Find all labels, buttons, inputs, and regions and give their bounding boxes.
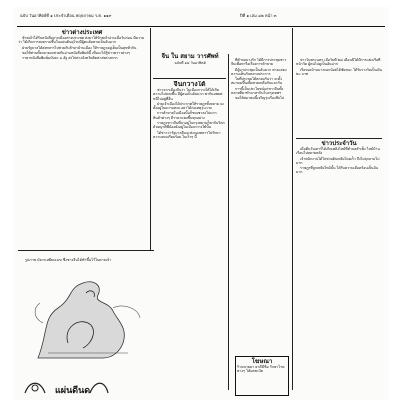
section-rule [296, 138, 382, 139]
section-rule [18, 250, 154, 251]
masthead-rule [153, 78, 226, 79]
paragraph: ข้าพเจ้าได้รับหนังสือจากเมืองต่างประเทศ ส่งมาให้ข้าพเจ้าอ่านเมื่อวันก่อน มีความว่า ได้เกิดการสงครามขึ้นในแผ่นดินยุโรปมีผู้คนล้มตายเป็นอันมาก [18, 36, 145, 45]
paragraph: ข่าวในพระนคร เมื่อวันที่ ๒๘ เดือนนี้ได้มีการแข่งเรือที่หน้าวัด ผู้คนไปดูเป็นอันมาก [296, 58, 381, 67]
col4-heading: ข่าวประจำวัน [321, 140, 357, 147]
footer-title: แผ่นดีนด [55, 386, 91, 396]
paragraph: ขอให้ท่านทั้งหลายจงช่วยกันอ่านหนังสือพิมพ์นี้ เพื่อจะได้รู้ข่าวคราวต่างๆ [22, 50, 130, 55]
page-header [18, 9, 384, 23]
column-divider [292, 28, 293, 390]
advert-box [235, 356, 289, 396]
dragon-illustration [28, 273, 148, 363]
paragraph: ราษฎรที่ถูกเพลิงไหม้นั้น ได้รับความเดือดร้อนเป็นอันมาก [296, 166, 378, 175]
paragraph: ฝ่ายเจ้าเมืองได้ประกาศให้ราษฎรทั้งหลาย จงตั้งอยู่ในความสงบ อย่าได้ก่อเหตุวุ่นวาย [153, 101, 224, 111]
column-4-bottom [296, 140, 382, 385]
header-right: ปีที่ ๑ เล่ม ๔๒ หน้า ๓ [240, 13, 277, 18]
paragraph: ในที่ประชุมได้ตกลงกันว่า จะตั้งสมาคมขึ้นเพื่อช่วยเหลือกันและกัน [231, 77, 283, 86]
paragraph: มีผู้มาประชุมเป็นอันมาก ต่างแสดงความเห็นกันหลายประการ [231, 67, 287, 76]
masthead [153, 53, 227, 75]
col2-heading: จีนกวางใต้ [173, 81, 206, 88]
paragraph: เรือของบ้านบางกอกน้อยได้ชัยชนะ ได้รับรางวัลเป็นเงิน ๒๐ บาท [296, 67, 382, 76]
paragraph: ขอให้สมาคมนี้เจริญรุ่งเรืองสืบไป [235, 96, 284, 101]
column-1-top [18, 29, 146, 249]
masthead-subtitle: ฉบับที่ ๑๔ วันอาทิตย์ [174, 61, 206, 65]
paragraph: ราษฎรชาวจีนที่มาอยู่ในกรุงสยามก็พากันวิตก ด้วยญาติพี่น้องยังอยู่ในเมืองกวางใต้นั้น [153, 121, 225, 130]
paragraph: ข่าวจากเมืองจีนว่า ในเมืองกวางใต้ได้เกิดความไม่สงบขึ้น มีผู้คนเป็นอันมาก พากันอพยพหนีไปอยู่ที่อื่น [153, 88, 223, 101]
column-4-top [296, 58, 382, 138]
column-3 [231, 58, 289, 358]
masthead-title: จีน ใน สยาม วารศัพท์ [161, 53, 219, 60]
illustration-caption: รูปภาพ มังกรเหยียบเมฆ ซึ่งช่างจีนได้ทำขึ้นไว้ในศาลเจ้า [25, 258, 112, 262]
advert-title: โฆษณา [251, 358, 273, 365]
column-divider [228, 54, 229, 390]
paragraph: เมื่อคืนวันเสาร์ได้เกิดเพลิงไหม้ที่ตำบลสำเพ็ง ไหม้บ้านเรือนไปหลายหลัง [296, 147, 380, 156]
paragraph: ฝ่ายรัฐบาลได้ส่งทหารไปช่วยกันรักษาบ้านเมือง ให้ราษฎรอยู่เย็นเป็นสุขทั่วกัน [22, 45, 137, 50]
paragraph: การค้าขายในเมืองนั้นก็ซบเซาลงไปมาก สินค้าต่างๆ มีราคาแพงขึ้นทุกอย่าง [153, 111, 217, 120]
paragraph: เจ้าพนักงานได้ไปช่วยดับเพลิงโดยเร็ว จึงไม่ลุกลามไปมาก [296, 156, 380, 165]
column-2 [153, 81, 226, 381]
paragraph: การนี้เป็นประโยชน์แก่ชาวจีนทั้งหลายที่มาทำมาหากินในกรุงเทพฯ [231, 86, 284, 96]
header-rule [17, 26, 385, 27]
column-divider [150, 28, 151, 250]
header-left: ฉบับ วันอาทิตย์ที่ ๑ ประจำเดือน พฤษภาคม ร.ศ. ๑๑๙ [20, 13, 112, 18]
paragraph: ได้ข่าวว่ารัฐบาลจีนจะส่งกองทหารไปรักษาความสงบเรียบร้อย ในเร็วๆ นี้ [153, 130, 221, 139]
advert-text: ร้านขายยา ยาดีมีชื่อ รักษาโรคต่างๆ ได้ผลชะงัด [237, 365, 285, 374]
paragraph: ที่ตำบลบางรัก ได้มีการประชุมชาวจีนเพื่อหารือเรื่องการค้าขาย [231, 58, 287, 67]
col1-heading: ข่าวต่างประเทศ [61, 29, 103, 36]
paragraph: ราคาหนังสือพิมพ์ฉบับละ ๑ อัฐ ส่งไปต่างจังหวัดคิดค่าส่งต่างหาก [22, 56, 118, 61]
